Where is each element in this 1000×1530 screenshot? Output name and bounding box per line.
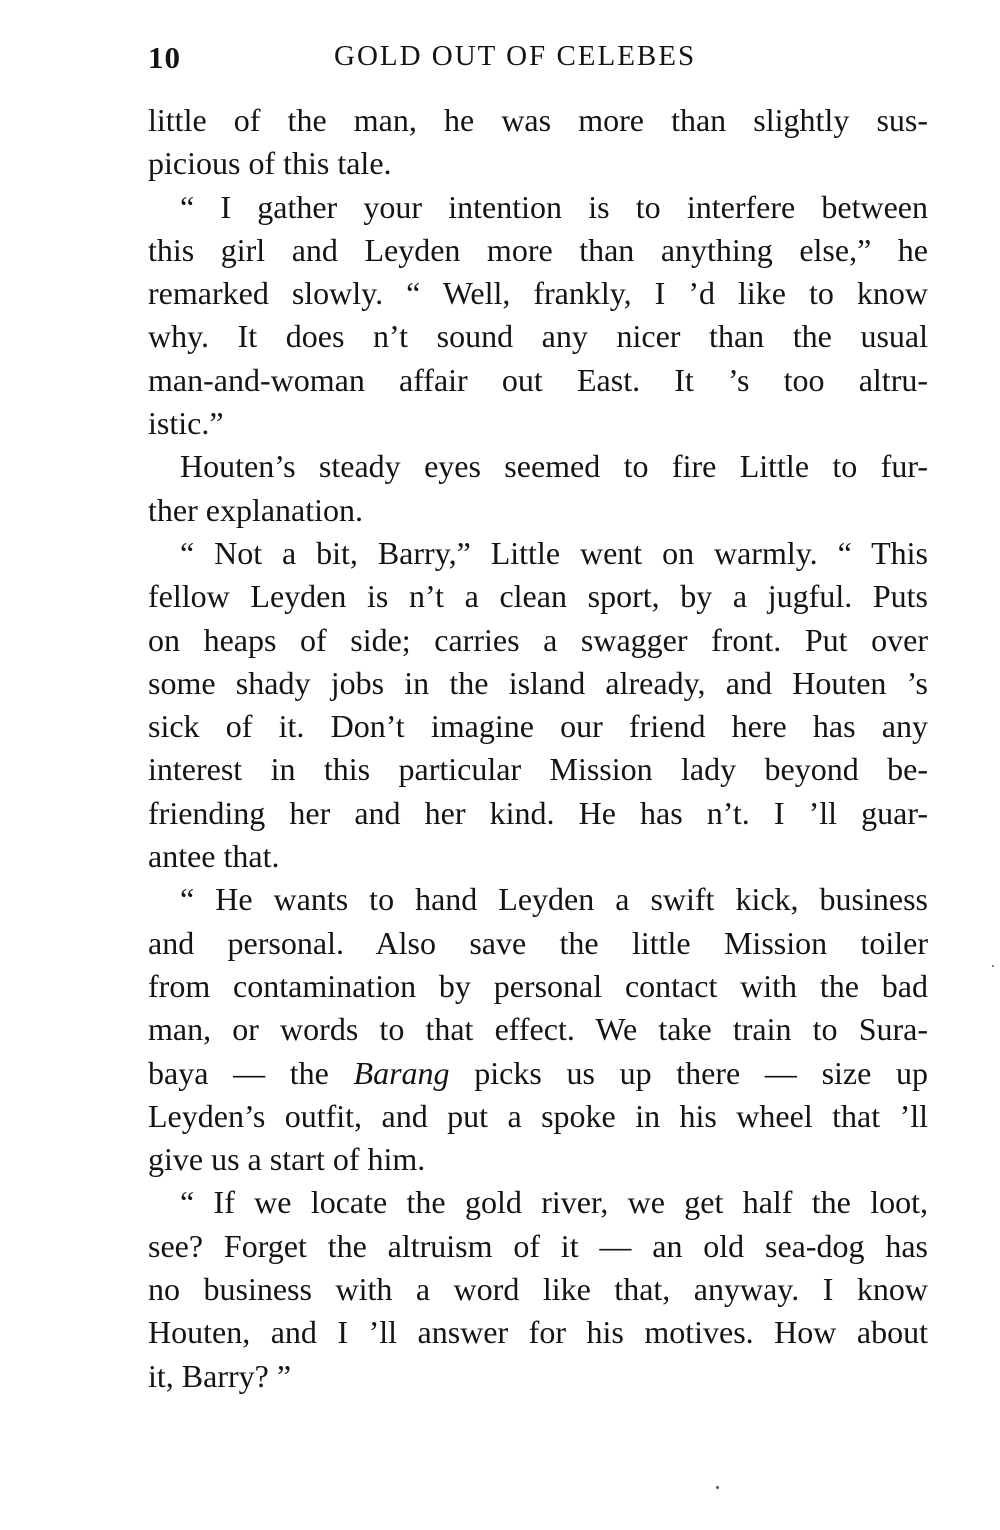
print-speck [992, 965, 994, 967]
text-line: friending her and her kind. He has n’t. I ’ll guar- [148, 794, 928, 831]
text-line: ther explanation. [148, 491, 364, 528]
text-line: why. It does n’t sound any nicer than the usual [148, 318, 928, 355]
print-speck [716, 1486, 719, 1489]
text-line: sick of it. Don’t imagine our friend here has any [148, 708, 928, 745]
text-line: man, or words to that effect. We take train to Sura- [148, 1011, 928, 1048]
text-line: Houten’s steady eyes seemed to fire Little to fur- [180, 448, 928, 485]
text-line: “ If we locate the gold river, we get half the loot, [180, 1184, 928, 1221]
text-line: Leyden’s outfit, and put a spoke in his wheel that ’ll [148, 1097, 928, 1134]
text-line: little of the man, he was more than slightly sus- [148, 102, 928, 138]
text-line: interest in this particular Mission lady beyond be- [148, 751, 928, 788]
text-line: on heaps of side; carries a swagger front. Put over [148, 621, 928, 658]
text-line: “ He wants to hand Leyden a swift kick, business [180, 881, 928, 918]
body-text [148, 99, 928, 1398]
text-line: “ Not a bit, Barry,” Little went on warmly. “ This [180, 534, 928, 571]
text-line: no business with a word like that, anyway. I know [148, 1271, 928, 1308]
text-line: some shady jobs in the island already, and Houten ’s [148, 664, 928, 701]
text-line [148, 1052, 928, 1095]
text-line: Houten, and I ’ll answer for his motives. How about [148, 1314, 928, 1351]
text-line: “ I gather your intention is to interfere between [180, 188, 928, 225]
text-line: this girl and Leyden more than anything else,” he [148, 231, 928, 268]
text-line: picious of this tale. [148, 145, 392, 182]
text-fragment: baya — the [148, 1054, 354, 1091]
text-line: and personal. Also save the little Mission toiler [148, 924, 928, 961]
text-line: from contamination by personal contact with the bad [148, 967, 928, 1004]
book-title: GOLD OUT OF CELEBES [334, 40, 697, 72]
text-line: see? Forget the altruism of it — an old sea-dog has [148, 1227, 928, 1264]
text-line: antee that. [148, 838, 280, 875]
text-line: give us a start of him. [148, 1141, 426, 1178]
text-line: istic.” [148, 405, 224, 442]
text-line: remarked slowly. “ Well, frankly, I ’d like to know [148, 275, 928, 312]
text-fragment: picks us up there — size up [449, 1054, 929, 1091]
ship-name: Barang [353, 1054, 450, 1091]
text-line: it, Barry? ” [148, 1357, 292, 1394]
text-line: fellow Leyden is n’t a clean sport, by a jugful. Puts [148, 578, 928, 615]
page-number: 10 [148, 40, 181, 75]
running-head [148, 40, 928, 84]
text-line: man-and-woman affair out East. It ’s too altru- [148, 361, 928, 398]
